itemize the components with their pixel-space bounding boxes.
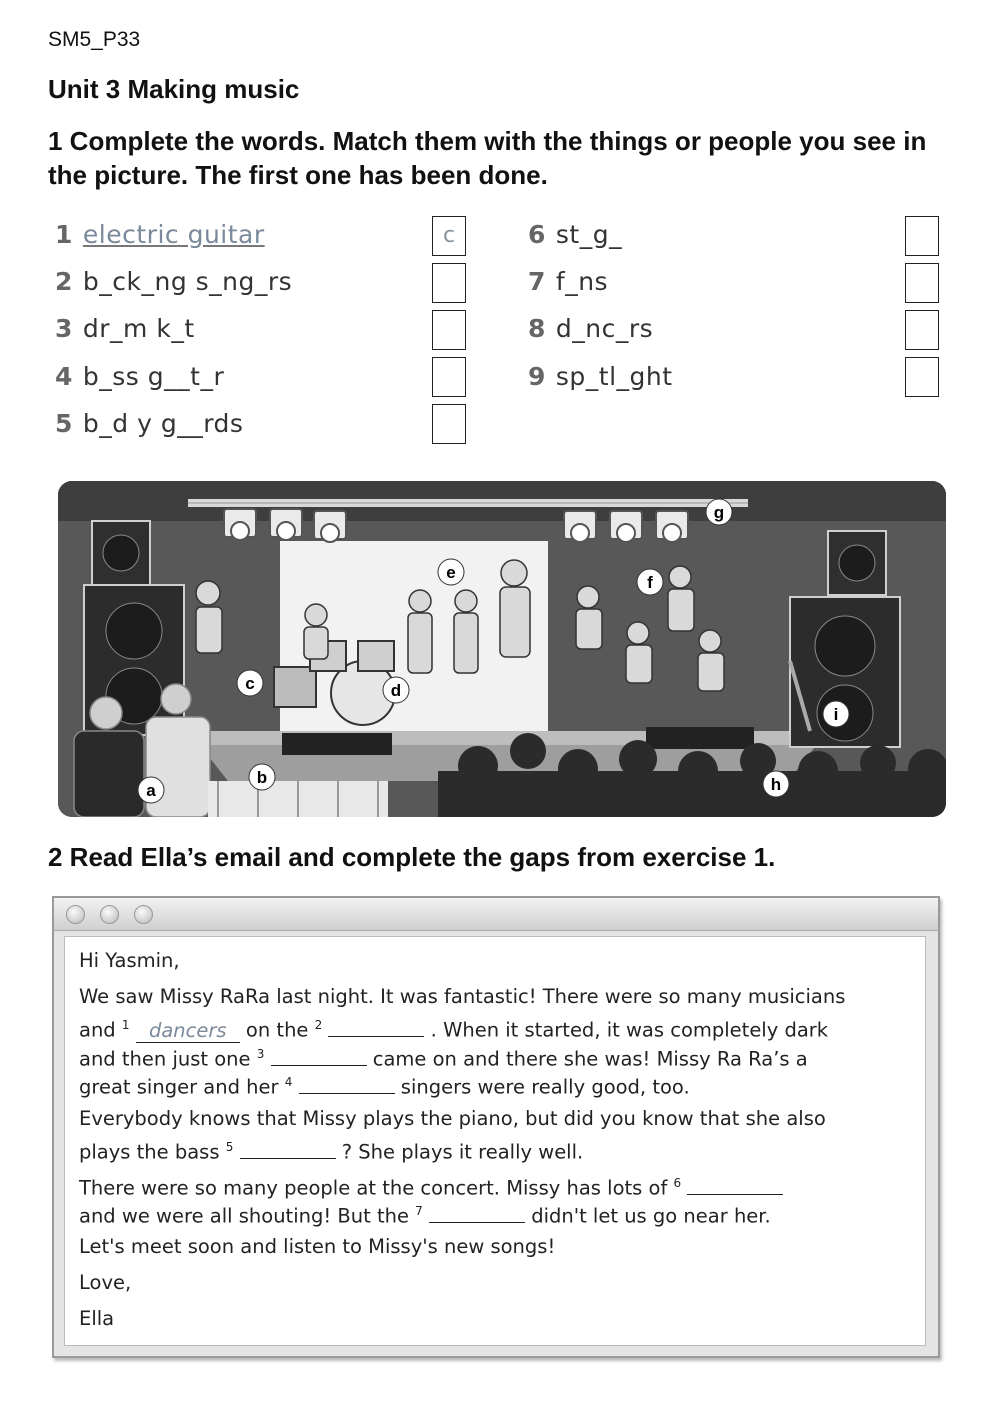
word-puzzle: b_d y g__rds: [82, 409, 244, 438]
answer-box-8[interactable]: [905, 310, 939, 350]
word-puzzle: d_nc_rs: [555, 314, 654, 343]
word-item-9: [528, 362, 673, 391]
word-item-1: [55, 220, 265, 249]
email-greeting: Hi Yasmin,: [79, 949, 180, 972]
window-button-icon[interactable]: [134, 905, 153, 924]
gap-6[interactable]: [687, 1176, 783, 1195]
completed-word: electric guitar: [82, 220, 265, 249]
text-segment: and: [79, 1018, 122, 1042]
gap-number: 4: [284, 1075, 293, 1089]
word-item-6: [528, 220, 622, 249]
word-item-3: [55, 314, 195, 343]
item-number: 6: [528, 220, 546, 249]
label-f: f: [647, 573, 653, 592]
word-item-2: [55, 267, 292, 296]
gap-5[interactable]: [240, 1140, 336, 1159]
label-g: g: [713, 503, 725, 522]
text-segment: There were so many people at the concert. Missy has lots of: [79, 1176, 674, 1200]
word-puzzle: sp_tl_ght: [555, 362, 673, 391]
word-list: [55, 214, 955, 454]
window-button-icon[interactable]: [66, 905, 85, 924]
item-number: 4: [55, 362, 73, 391]
text-segment: plays the bass: [79, 1140, 226, 1164]
gap-4[interactable]: [299, 1075, 395, 1094]
email-line: [79, 1133, 583, 1167]
label-h: h: [770, 775, 782, 794]
item-number: 7: [528, 267, 546, 296]
exercise2-instruction: 2 Read Ella’s email and complete the gaps from exercise 1.: [48, 842, 776, 872]
unit-title: Unit 3 Making music: [48, 74, 300, 104]
label-b: b: [256, 768, 268, 787]
exercise1-instruction: 1 Complete the words. Match them with the things or people you see in the picture. The first one has been done.: [48, 126, 927, 190]
word-puzzle: b_ck_ng s_ng_rs: [82, 267, 293, 296]
email-signature: Ella: [79, 1307, 115, 1330]
text-segment: . When it started, it was completely dark: [424, 1018, 829, 1042]
word-item-7: [528, 267, 608, 296]
gap-number: 1: [121, 1018, 130, 1032]
answer-box-7[interactable]: [905, 263, 939, 303]
email-line: [79, 1068, 690, 1102]
item-number: 5: [55, 409, 73, 438]
text-segment: came on and there she was! Missy Ra Ra’s a: [366, 1047, 808, 1071]
word-puzzle: st_g_: [555, 220, 623, 249]
text-segment: on the: [239, 1018, 315, 1042]
text-segment: ? She plays it really well.: [335, 1140, 584, 1164]
gap-number: 7: [415, 1204, 423, 1218]
email-closing: Love,: [79, 1271, 132, 1294]
word-puzzle: dr_m k_t: [82, 314, 195, 343]
text-segment: great singer and her: [79, 1075, 285, 1099]
window-titlebar: [54, 898, 938, 931]
label-a: a: [146, 781, 156, 800]
word-item-8: [528, 314, 653, 343]
concert-scene: [58, 481, 946, 817]
text-segment: and then just one: [79, 1047, 257, 1071]
item-number: 2: [55, 267, 73, 296]
label-c: c: [245, 674, 255, 693]
answer-box-2[interactable]: [432, 263, 466, 303]
answer-box-3[interactable]: [432, 310, 466, 350]
gap-number: 6: [673, 1176, 682, 1190]
answer-box-4[interactable]: [432, 357, 466, 397]
item-number: 3: [55, 314, 73, 343]
item-number: 8: [528, 314, 546, 343]
page-code: SM5_P33: [48, 28, 141, 51]
email-window: [52, 896, 940, 1358]
label-i: i: [833, 705, 839, 724]
concert-illustration: [58, 481, 946, 817]
label-e: e: [446, 563, 456, 582]
word-puzzle: b_ss g__t_r: [82, 362, 225, 391]
word-puzzle: f_ns: [555, 267, 609, 296]
text-segment: and we were all shouting! But the: [79, 1204, 416, 1228]
text-segment: singers were really good, too.: [394, 1075, 690, 1099]
gap-7[interactable]: [429, 1204, 525, 1223]
gap-2[interactable]: [328, 1018, 424, 1037]
word-item-4: [55, 362, 224, 391]
email-line: Let's meet soon and listen to Missy's new songs!: [79, 1235, 556, 1258]
window-button-icon[interactable]: [100, 905, 119, 924]
answer-box-9[interactable]: [905, 357, 939, 397]
item-number: 1: [55, 220, 73, 249]
item-number: 9: [528, 362, 546, 391]
gap-number: 3: [256, 1047, 265, 1061]
email-line: Everybody knows that Missy plays the piano, but did you know that she also: [79, 1107, 826, 1130]
word-item-5: [55, 409, 243, 438]
answer-box-6[interactable]: [905, 216, 939, 256]
label-d: d: [390, 681, 402, 700]
answer-box-1[interactable]: c: [432, 216, 466, 256]
answer-box-5[interactable]: [432, 404, 466, 444]
email-line: We saw Missy RaRa last night. It was fantastic! There were so many musicians: [79, 985, 846, 1008]
email-line: [79, 1197, 771, 1231]
gap-1-answer[interactable]: dancers: [136, 1020, 240, 1043]
gap-number: 2: [314, 1018, 323, 1032]
text-segment: didn't let us go near her.: [525, 1204, 771, 1228]
gap-number: 5: [225, 1140, 234, 1154]
email-body: [64, 936, 926, 1346]
gap-3[interactable]: [271, 1047, 367, 1066]
